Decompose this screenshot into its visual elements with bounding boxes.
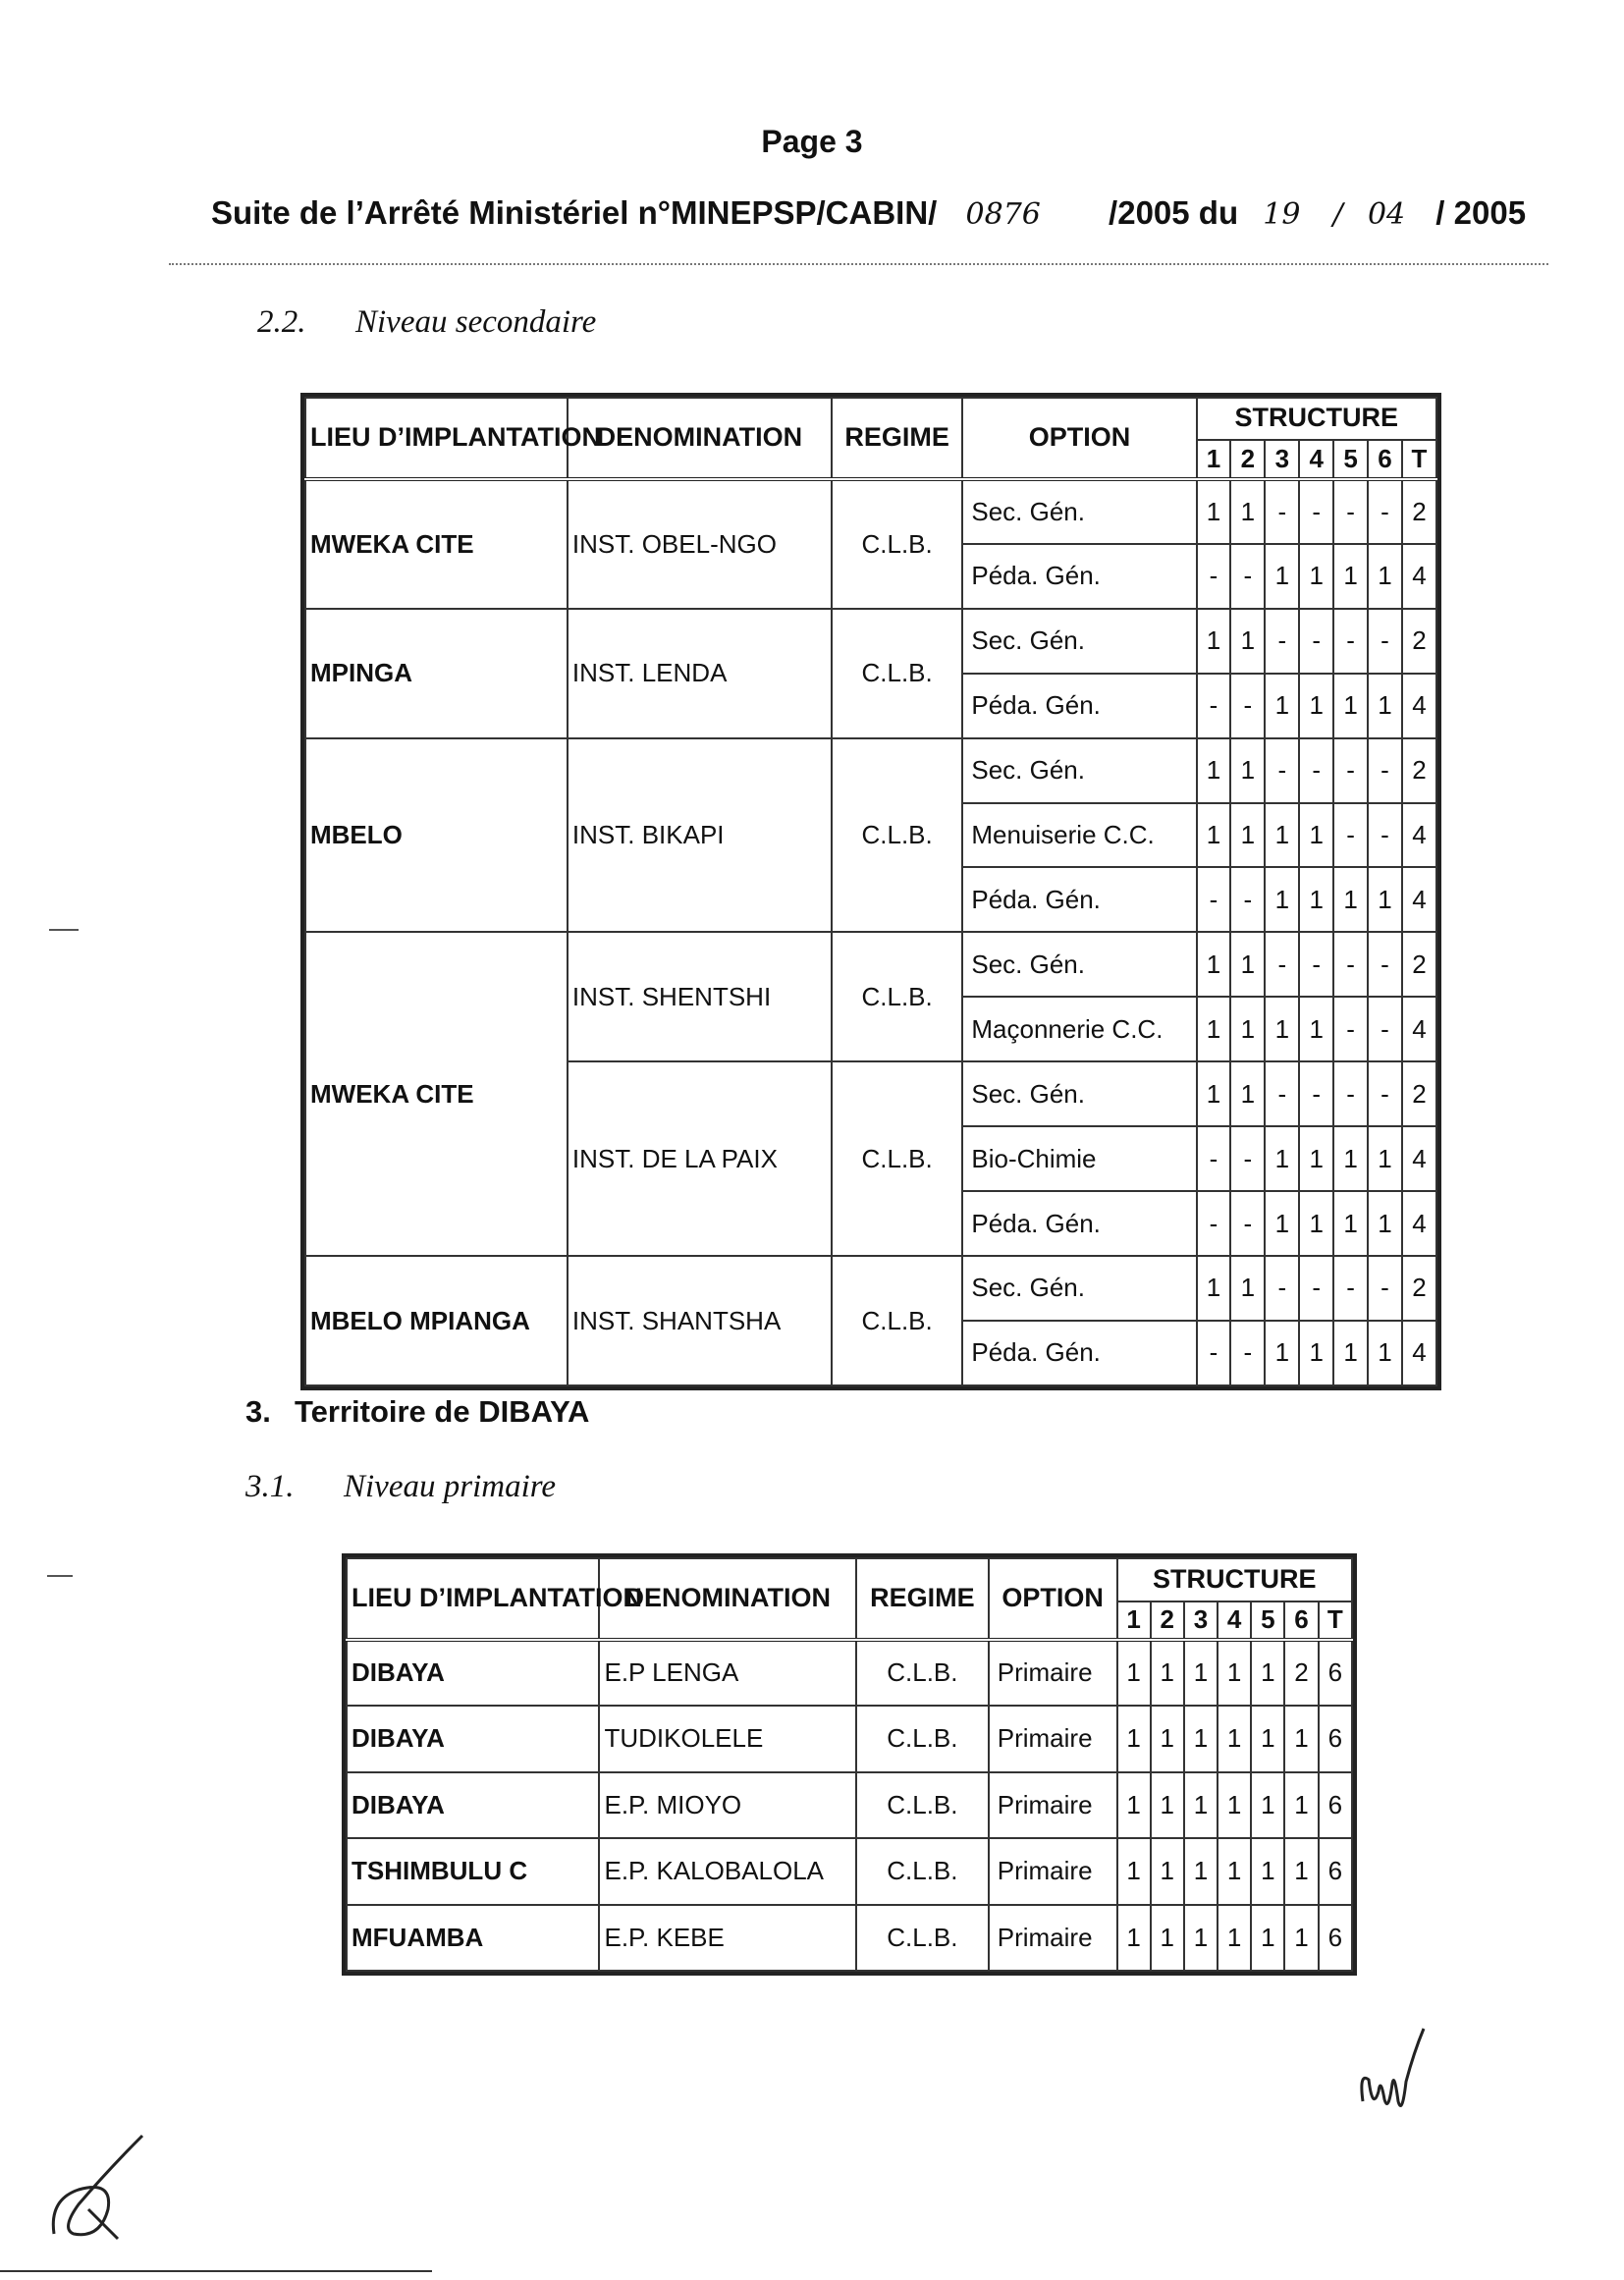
cell-structure-total: 6 [1319, 1706, 1352, 1771]
cell-structure: 1 [1197, 1061, 1231, 1126]
cell-structure: - [1197, 544, 1231, 609]
cell-denomination: INST. BIKAPI [568, 738, 832, 933]
cell-structure-total: 6 [1319, 1838, 1352, 1904]
cell-structure: - [1230, 867, 1265, 932]
cell-structure: 1 [1299, 544, 1333, 609]
cell-structure: - [1368, 738, 1402, 803]
cell-structure: 1 [1117, 1838, 1151, 1904]
structure-col-6: 6 [1284, 1601, 1318, 1640]
cell-denomination: E.P LENGA [599, 1640, 856, 1706]
table-row [347, 1772, 1352, 1838]
secondary-schools-table [300, 393, 1441, 1390]
cell-structure-total: 4 [1402, 1126, 1436, 1191]
cell-structure: 1 [1265, 1126, 1299, 1191]
cell-option: Sec. Gén. [962, 1061, 1196, 1126]
cell-structure-total: 2 [1402, 1061, 1436, 1126]
cell-lieu: DIBAYA [347, 1640, 599, 1706]
cell-structure-total: 4 [1402, 1191, 1436, 1256]
section-title: Niveau secondaire [355, 304, 597, 340]
cell-structure: - [1230, 674, 1265, 738]
cell-structure: 1 [1218, 1905, 1251, 1972]
cell-regime: C.L.B. [832, 1061, 962, 1256]
cell-structure: 1 [1265, 674, 1299, 738]
cell-structure: 1 [1184, 1838, 1218, 1904]
cell-structure: 1 [1299, 803, 1333, 868]
page-number: Page 3 [761, 124, 863, 159]
cell-structure: - [1230, 1321, 1265, 1385]
cell-structure: - [1368, 997, 1402, 1061]
cell-option: Primaire [989, 1706, 1117, 1771]
punch-mark [49, 929, 79, 931]
cell-regime: C.L.B. [832, 609, 962, 738]
arrete-day: 19 [1263, 197, 1301, 232]
cell-structure-total: 4 [1402, 803, 1436, 868]
table-row [305, 738, 1436, 803]
cell-structure: 1 [1151, 1706, 1184, 1771]
cell-structure: 1 [1265, 803, 1299, 868]
cell-denomination: E.P. KEBE [599, 1905, 856, 1972]
arrete-reference [211, 194, 1546, 232]
cell-structure: - [1230, 1126, 1265, 1191]
cell-structure: 1 [1333, 1321, 1368, 1385]
cell-structure-total: 6 [1319, 1905, 1352, 1972]
cell-structure: 1 [1284, 1772, 1318, 1838]
cell-structure: 1 [1299, 1321, 1333, 1385]
cell-denomination: E.P. MIOYO [599, 1772, 856, 1838]
cell-structure-total: 2 [1402, 479, 1436, 544]
structure-col-1: 1 [1117, 1601, 1151, 1640]
handwritten-initials-left [39, 2131, 167, 2249]
cell-structure: 1 [1151, 1772, 1184, 1838]
structure-col-4: 4 [1218, 1601, 1251, 1640]
cell-structure: 2 [1284, 1640, 1318, 1706]
cell-option: Primaire [989, 1772, 1117, 1838]
structure-col-2: 2 [1151, 1601, 1184, 1640]
arrete-month: 04 [1367, 197, 1406, 232]
cell-option: Sec. Gén. [962, 738, 1196, 803]
cell-structure: 1 [1265, 1321, 1299, 1385]
cell-structure: 1 [1218, 1838, 1251, 1904]
cell-structure: 1 [1299, 1191, 1333, 1256]
cell-structure: 1 [1117, 1905, 1151, 1972]
cell-structure: 1 [1184, 1905, 1218, 1972]
cell-structure: 1 [1265, 997, 1299, 1061]
cell-structure: 1 [1284, 1905, 1318, 1972]
cell-structure: 1 [1230, 997, 1265, 1061]
column-header-regime: REGIME [832, 398, 962, 479]
cell-lieu: DIBAYA [347, 1772, 599, 1838]
cell-denomination: E.P. KALOBALOLA [599, 1838, 856, 1904]
cell-structure: 1 [1333, 867, 1368, 932]
section-title: Territoire de DIBAYA [295, 1394, 590, 1429]
arrete-year: /2005 du [1109, 194, 1239, 231]
cell-structure: - [1333, 803, 1368, 868]
arrete-number: 0876 [965, 197, 1041, 232]
cell-structure: 1 [1117, 1706, 1151, 1771]
cell-structure: - [1265, 479, 1299, 544]
cell-structure: 1 [1218, 1772, 1251, 1838]
cell-option: Péda. Gén. [962, 544, 1196, 609]
cell-option: Menuiserie C.C. [962, 803, 1196, 868]
cell-structure: 1 [1184, 1706, 1218, 1771]
cell-structure: - [1333, 1256, 1368, 1321]
cell-structure: 1 [1368, 1126, 1402, 1191]
cell-structure: - [1368, 609, 1402, 674]
cell-structure: - [1265, 1061, 1299, 1126]
cell-structure: - [1299, 1256, 1333, 1321]
column-header-structure: STRUCTURE [1197, 398, 1436, 440]
column-header-regime: REGIME [856, 1558, 989, 1640]
cell-structure: 1 [1197, 479, 1231, 544]
cell-structure: - [1265, 1256, 1299, 1321]
cell-structure: 1 [1151, 1640, 1184, 1706]
cell-structure: 1 [1230, 1256, 1265, 1321]
cell-structure: 1 [1368, 544, 1402, 609]
cell-structure-total: 4 [1402, 674, 1436, 738]
cell-structure: 1 [1230, 1061, 1265, 1126]
cell-structure: - [1368, 803, 1402, 868]
cell-structure: 1 [1218, 1706, 1251, 1771]
cell-structure-total: 4 [1402, 1321, 1436, 1385]
cell-lieu: MBELO MPIANGA [305, 1256, 568, 1385]
table-row [305, 609, 1436, 674]
table-row [347, 1838, 1352, 1904]
structure-col-3: 3 [1265, 440, 1299, 479]
cell-structure: - [1197, 674, 1231, 738]
cell-structure: 1 [1333, 674, 1368, 738]
cell-option: Péda. Gén. [962, 674, 1196, 738]
cell-structure: 1 [1251, 1905, 1284, 1972]
cell-option: Sec. Gén. [962, 609, 1196, 674]
table-row [347, 1640, 1352, 1706]
date-separator: / [1332, 197, 1343, 232]
cell-structure: 1 [1265, 867, 1299, 932]
cell-regime: C.L.B. [832, 1256, 962, 1385]
cell-lieu: TSHIMBULU C [347, 1838, 599, 1904]
cell-lieu: MFUAMBA [347, 1905, 599, 1972]
cell-structure: 1 [1197, 738, 1231, 803]
section-3-heading [245, 1394, 589, 1430]
structure-col-2: 2 [1230, 440, 1265, 479]
cell-regime: C.L.B. [832, 738, 962, 933]
cell-denomination: INST. SHENTSHI [568, 932, 832, 1061]
cell-structure: 1 [1151, 1838, 1184, 1904]
cell-structure-total: 2 [1402, 932, 1436, 997]
cell-denomination: INST. OBEL-NGO [568, 479, 832, 609]
cell-option: Primaire [989, 1640, 1117, 1706]
handwritten-initials-right [1355, 2023, 1434, 2141]
cell-option: Bio-Chimie [962, 1126, 1196, 1191]
table-row [347, 1905, 1352, 1972]
cell-structure: - [1333, 932, 1368, 997]
cell-structure: - [1299, 609, 1333, 674]
section-number: 2.2. [257, 304, 306, 340]
arrete-prefix: Suite de l’Arrêté Ministériel n°MINEPSP/CABIN/ [211, 194, 938, 231]
cell-regime: C.L.B. [856, 1838, 989, 1904]
cell-structure: - [1368, 479, 1402, 544]
column-header-option: OPTION [962, 398, 1196, 479]
cell-structure: 1 [1333, 544, 1368, 609]
cell-structure: 1 [1197, 803, 1231, 868]
cell-structure: 1 [1230, 803, 1265, 868]
cell-structure: - [1197, 1191, 1231, 1256]
cell-structure-total: 2 [1402, 1256, 1436, 1321]
cell-structure: 1 [1197, 997, 1231, 1061]
cell-structure: 1 [1368, 867, 1402, 932]
cell-structure: - [1368, 1256, 1402, 1321]
cell-structure: - [1368, 1061, 1402, 1126]
cell-structure: - [1333, 738, 1368, 803]
punch-mark [47, 1575, 73, 1577]
cell-option: Péda. Gén. [962, 1321, 1196, 1385]
structure-col-6: 6 [1368, 440, 1402, 479]
cell-option: Péda. Gén. [962, 1191, 1196, 1256]
cell-structure: - [1230, 544, 1265, 609]
cell-regime: C.L.B. [856, 1706, 989, 1771]
structure-col-total: T [1319, 1601, 1352, 1640]
cell-structure: 1 [1251, 1838, 1284, 1904]
cell-structure-total: 4 [1402, 544, 1436, 609]
cell-structure: 1 [1265, 1191, 1299, 1256]
cell-option: Sec. Gén. [962, 932, 1196, 997]
cell-structure: 1 [1197, 1256, 1231, 1321]
header-rule [169, 263, 1548, 265]
cell-structure: 1 [1284, 1706, 1318, 1771]
cell-denomination: INST. DE LA PAIX [568, 1061, 832, 1256]
cell-structure: - [1333, 1061, 1368, 1126]
cell-denomination: INST. SHANTSHA [568, 1256, 832, 1385]
cell-regime: C.L.B. [856, 1905, 989, 1972]
cell-structure-total: 6 [1319, 1772, 1352, 1838]
cell-structure: 1 [1265, 544, 1299, 609]
cell-structure: - [1333, 479, 1368, 544]
structure-col-1: 1 [1197, 440, 1231, 479]
table-row [305, 479, 1436, 544]
structure-col-4: 4 [1299, 440, 1333, 479]
section-2-2-heading [257, 304, 596, 341]
cell-structure: - [1299, 1061, 1333, 1126]
arrete-year-end: / 2005 [1435, 194, 1527, 231]
cell-lieu: MWEKA CITE [305, 932, 568, 1256]
scan-edge-line [0, 2270, 432, 2272]
table-row [305, 1256, 1436, 1321]
section-number: 3.1. [245, 1469, 295, 1504]
cell-denomination: TUDIKOLELE [599, 1706, 856, 1771]
cell-structure: 1 [1197, 932, 1231, 997]
structure-col-5: 5 [1333, 440, 1368, 479]
column-header-structure: STRUCTURE [1117, 1558, 1353, 1601]
cell-structure: - [1265, 738, 1299, 803]
section-3-1-heading [245, 1469, 556, 1505]
cell-option: Sec. Gén. [962, 1256, 1196, 1321]
table-row [347, 1706, 1352, 1771]
cell-structure: 1 [1333, 1191, 1368, 1256]
cell-structure: - [1197, 1321, 1231, 1385]
structure-col-3: 3 [1184, 1601, 1218, 1640]
cell-option: Péda. Gén. [962, 867, 1196, 932]
cell-structure: 1 [1230, 738, 1265, 803]
cell-structure: 1 [1299, 997, 1333, 1061]
section-title: Niveau primaire [344, 1469, 556, 1504]
cell-regime: C.L.B. [856, 1640, 989, 1706]
cell-regime: C.L.B. [832, 932, 962, 1061]
cell-structure: 1 [1368, 1321, 1402, 1385]
cell-denomination: INST. LENDA [568, 609, 832, 738]
cell-structure: - [1299, 479, 1333, 544]
structure-col-total: T [1402, 440, 1436, 479]
table-row [305, 932, 1436, 997]
cell-structure-total: 2 [1402, 609, 1436, 674]
cell-structure: 1 [1218, 1640, 1251, 1706]
cell-structure: - [1265, 609, 1299, 674]
cell-lieu: DIBAYA [347, 1706, 599, 1771]
cell-structure: 1 [1251, 1640, 1284, 1706]
cell-structure-total: 2 [1402, 738, 1436, 803]
cell-option: Primaire [989, 1905, 1117, 1972]
cell-structure: 1 [1184, 1772, 1218, 1838]
cell-structure: - [1230, 1191, 1265, 1256]
cell-structure: - [1333, 997, 1368, 1061]
cell-structure: 1 [1299, 1126, 1333, 1191]
cell-structure-total: 4 [1402, 867, 1436, 932]
column-header-denomination: DENOMINATION [599, 1558, 856, 1640]
cell-regime: C.L.B. [832, 479, 962, 609]
cell-structure: - [1197, 867, 1231, 932]
cell-structure-total: 4 [1402, 997, 1436, 1061]
cell-structure: 1 [1284, 1838, 1318, 1904]
cell-structure: 1 [1197, 609, 1231, 674]
cell-structure: - [1333, 609, 1368, 674]
cell-structure: 1 [1230, 479, 1265, 544]
primary-schools-table [342, 1553, 1357, 1976]
cell-structure-total: 6 [1319, 1640, 1352, 1706]
cell-regime: C.L.B. [856, 1772, 989, 1838]
cell-lieu: MWEKA CITE [305, 479, 568, 609]
cell-structure: 1 [1368, 1191, 1402, 1256]
section-number: 3. [245, 1394, 271, 1429]
cell-structure: 1 [1230, 932, 1265, 997]
cell-structure: - [1265, 932, 1299, 997]
cell-structure: 1 [1117, 1772, 1151, 1838]
cell-lieu: MBELO [305, 738, 568, 933]
cell-structure: - [1299, 932, 1333, 997]
cell-structure: - [1197, 1126, 1231, 1191]
structure-col-5: 5 [1251, 1601, 1284, 1640]
cell-option: Maçonnerie C.C. [962, 997, 1196, 1061]
cell-structure: 1 [1251, 1706, 1284, 1771]
cell-structure: 1 [1299, 674, 1333, 738]
cell-structure: 1 [1184, 1640, 1218, 1706]
cell-option: Sec. Gén. [962, 479, 1196, 544]
cell-structure: 1 [1230, 609, 1265, 674]
cell-option: Primaire [989, 1838, 1117, 1904]
column-header-denomination: DENOMINATION [568, 398, 832, 479]
cell-structure: 1 [1368, 674, 1402, 738]
cell-structure: 1 [1299, 867, 1333, 932]
cell-structure: - [1368, 932, 1402, 997]
column-header-lieu: LIEU D’IMPLANTATION [347, 1558, 599, 1640]
cell-lieu: MPINGA [305, 609, 568, 738]
cell-structure: 1 [1333, 1126, 1368, 1191]
cell-structure: 1 [1251, 1772, 1284, 1838]
cell-structure: 1 [1151, 1905, 1184, 1972]
column-header-option: OPTION [989, 1558, 1117, 1640]
cell-structure: - [1299, 738, 1333, 803]
column-header-lieu: LIEU D’IMPLANTATION [305, 398, 568, 479]
cell-structure: 1 [1117, 1640, 1151, 1706]
